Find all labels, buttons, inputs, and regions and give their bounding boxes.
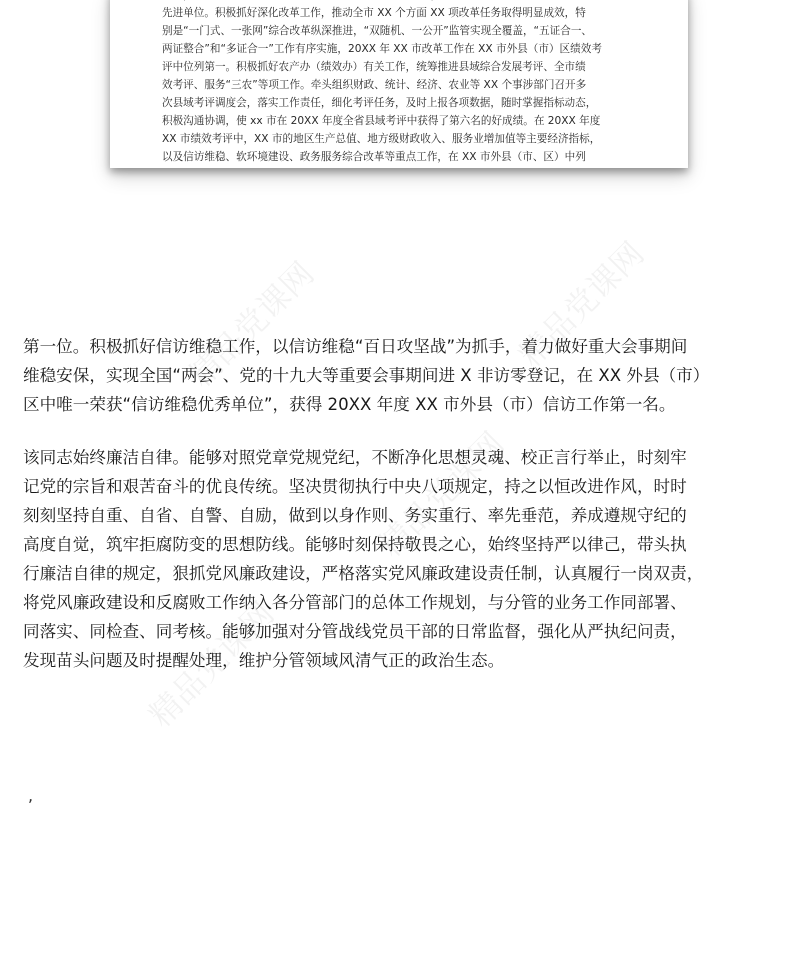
- paragraph-integrity: [23, 443, 783, 675]
- preview-line: 别是“一门式、一张网”综合改革纵深推进，“双随机、一公开”监管实现全覆盖，“五证合一、: [162, 25, 593, 37]
- paragraph-line: 发现苗头问题及时提醒处理，维护分管领域风清气正的政治生态。: [23, 651, 505, 670]
- watermark-2: 精品党课网: [511, 234, 652, 375]
- watermark-3: 精品党课网: [371, 424, 512, 565]
- preview-line: 先进单位。积极抓好深化改革工作，推动全市 XX 个方面 XX 项改革任务取得明显成效，特: [162, 7, 586, 19]
- paragraph-line: 行廉洁自律的规定，狠抓党风廉政建设，严格落实党风廉政建设责任制，认真履行一岗双责，: [23, 564, 704, 583]
- preview-line: 以及信访维稳、软环境建设、政务服务综合改革等重点工作，在 XX 市外县（市、区）中列: [162, 151, 586, 163]
- preview-line: 两证整合”和“多证合一”工作有序实施，20XX 年 XX 市改革工作在 XX 市外县（市）区绩效考: [162, 43, 602, 55]
- stray-comma: ,: [28, 786, 34, 805]
- paragraph-line: 将党风廉政建设和反腐败工作纳入各分管部门的总体工作规划，与分管的业务工作同部署、: [23, 593, 687, 612]
- paragraph-line: 记党的宗旨和艰苦奋斗的优良传统。坚决贯彻执行中央八项规定，持之以恒改进作风，时时: [23, 477, 687, 496]
- paragraph-line: 该同志始终廉洁自律。能够对照党章党规党纪，不断净化思想灵魂、校正言行举止，时刻牢: [23, 448, 687, 467]
- watermark-1: 精品党课网: [181, 254, 322, 395]
- paragraph-line: 第一位。积极抓好信访维稳工作，以信访维稳“百日攻坚战”为抓手，着力做好重大会事期间: [23, 337, 688, 356]
- preview-line: 评中位列第一。积极抓好农产办（绩效办）有关工作，统筹推进县域综合发展考评、全市绩: [162, 61, 586, 73]
- preview-line: 积极沟通协调，使 xx 市在 20XX 年度全省县域考评中获得了第六名的好成绩。在 20XX 年度: [162, 115, 601, 127]
- preview-paragraph: [162, 0, 644, 166]
- preview-line: 次县域考评调度会，落实工作责任，细化考评任务，及时上报各项数据，随时掌握指标动态，: [162, 97, 597, 109]
- paragraph-line: 区中唯一荣获“信访维稳优秀单位”，获得 20XX 年度 XX 市外县（市）信访工作第一名。: [23, 395, 676, 414]
- paragraph-line: 同落实、同检查、同考核。能够加强对分管战线党员干部的日常监督，强化从严执纪问责，: [23, 622, 687, 641]
- paragraph-line: 维稳安保，实现全国“两会”、党的十九大等重要会事期间进 X 非访零登记，在 XX 外县（市）: [23, 366, 710, 385]
- paragraph-line: 高度自觉，筑牢拒腐防变的思想防线。能够时刻保持敬畏之心，始终坚持严以律己，带头执: [23, 535, 687, 554]
- preview-line: XX 市绩效考评中，XX 市的地区生产总值、地方级财政收入、服务业增加值等主要经济指标，: [162, 133, 601, 145]
- document-page-preview: [110, 0, 688, 168]
- watermark-4: 精品党课网: [141, 594, 282, 735]
- paragraph-line: 刻刻坚持自重、自省、自警、自励，做到以身作则、务实重行、率先垂范，养成遵规守纪的: [23, 506, 687, 525]
- paragraph-letters-and-visits: [23, 332, 783, 419]
- preview-line: 效考评、服务“三农”等项工作。牵头组织财政、统计、经济、农业等 XX 个事涉部门召开多: [162, 79, 587, 91]
